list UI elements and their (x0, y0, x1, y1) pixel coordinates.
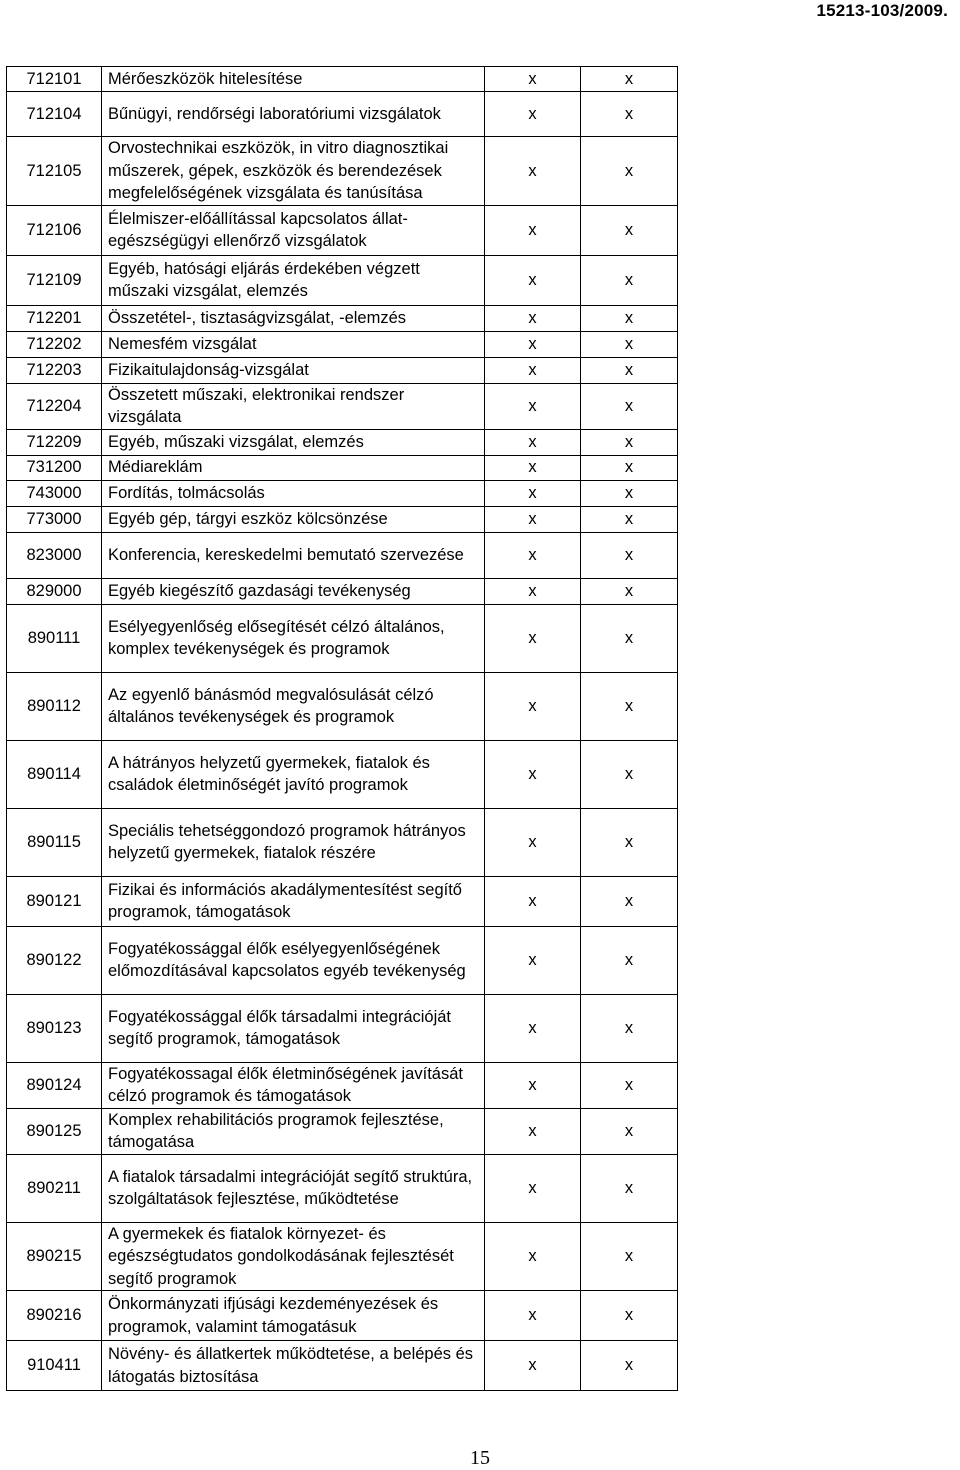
activity-code-cell: 890125 (7, 1108, 102, 1154)
table-row (7, 1341, 678, 1391)
activity-code-cell: 890114 (7, 740, 102, 808)
activity-description-cell: Fordítás, tolmácsolás (102, 480, 485, 506)
activity-code-cell: 890216 (7, 1291, 102, 1341)
activity-description-cell: A hátrányos helyzetű gyermekek, fiatalok és családok életminőségét javító programok (102, 740, 485, 808)
first-mark-cell: x (485, 808, 581, 876)
first-mark-cell: x (485, 383, 581, 429)
second-mark-cell: x (581, 1062, 678, 1108)
activity-description-cell: Egyéb kiegészítő gazdasági tevékenység (102, 578, 485, 604)
second-mark-cell: x (581, 604, 678, 672)
activity-code-cell: 890111 (7, 604, 102, 672)
activity-description-cell: Nemesfém vizsgálat (102, 331, 485, 357)
second-mark-cell: x (581, 331, 678, 357)
table-row (7, 305, 678, 331)
activity-description-cell: Élelmiszer-előállítással kapcsolatos állat-egészségügyi ellenőrző vizsgálatok (102, 205, 485, 255)
second-mark-cell: x (581, 532, 678, 578)
activity-description-cell: Komplex rehabilitációs programok fejlesztése, támogatása (102, 1108, 485, 1154)
activity-code-cell: 712109 (7, 255, 102, 305)
first-mark-cell: x (485, 604, 581, 672)
table-row (7, 876, 678, 926)
activity-description-cell: Speciális tehetséggondozó programok hátrányos helyzetű gyermekek, fiatalok részére (102, 808, 485, 876)
second-mark-cell: x (581, 578, 678, 604)
activity-description-cell: Egyéb, hatósági eljárás érdekében végzett műszaki vizsgálat, elemzés (102, 255, 485, 305)
activity-code-cell: 731200 (7, 455, 102, 480)
activity-description-cell: Összetétel-, tisztaságvizsgálat, -elemzés (102, 305, 485, 331)
second-mark-cell: x (581, 1222, 678, 1291)
activity-code-cell: 823000 (7, 532, 102, 578)
first-mark-cell: x (485, 926, 581, 994)
page-number: 15 (470, 1447, 490, 1469)
first-mark-cell: x (485, 578, 581, 604)
activity-code-cell: 890112 (7, 672, 102, 740)
first-mark-cell: x (485, 331, 581, 357)
first-mark-cell: x (485, 92, 581, 137)
table-row (7, 604, 678, 672)
table-row (7, 926, 678, 994)
first-mark-cell: x (485, 532, 581, 578)
activity-description-cell: Fogyatékossággal élők társadalmi integrációját segítő programok, támogatások (102, 994, 485, 1062)
activity-description-cell: Az egyenlő bánásmód megvalósulását célzó általános tevékenységek és programok (102, 672, 485, 740)
activity-description-cell: Egyéb gép, tárgyi eszköz kölcsönzése (102, 506, 485, 532)
table-row (7, 137, 678, 206)
activity-code-cell: 890123 (7, 994, 102, 1062)
table-row (7, 205, 678, 255)
activity-description-cell: Mérőeszközök hitelesítése (102, 67, 485, 92)
second-mark-cell: x (581, 808, 678, 876)
second-mark-cell: x (581, 672, 678, 740)
second-mark-cell: x (581, 455, 678, 480)
activity-code-cell: 743000 (7, 480, 102, 506)
second-mark-cell: x (581, 137, 678, 206)
activity-code-cell: 829000 (7, 578, 102, 604)
first-mark-cell: x (485, 205, 581, 255)
activity-description-cell: Fizikaitulajdonság-vizsgálat (102, 357, 485, 383)
activity-code-cell: 712203 (7, 357, 102, 383)
first-mark-cell: x (485, 1222, 581, 1291)
second-mark-cell: x (581, 383, 678, 429)
second-mark-cell: x (581, 876, 678, 926)
first-mark-cell: x (485, 137, 581, 206)
activity-description-cell: Növény- és állatkertek működtetése, a belépés és látogatás biztosítása (102, 1341, 485, 1391)
table-row (7, 506, 678, 532)
first-mark-cell: x (485, 876, 581, 926)
first-mark-cell: x (485, 672, 581, 740)
table-row (7, 1222, 678, 1291)
second-mark-cell: x (581, 926, 678, 994)
table-row (7, 532, 678, 578)
second-mark-cell: x (581, 255, 678, 305)
second-mark-cell: x (581, 205, 678, 255)
first-mark-cell: x (485, 1291, 581, 1341)
first-mark-cell: x (485, 67, 581, 92)
activity-code-cell: 910411 (7, 1341, 102, 1391)
document-reference-number: 15213-103/2009. (816, 1, 948, 20)
activity-description-cell: Bűnügyi, rendőrségi laboratóriumi vizsgálatok (102, 92, 485, 137)
activity-description-cell: Konferencia, kereskedelmi bemutató szervezése (102, 532, 485, 578)
table-row (7, 383, 678, 429)
activity-code-cell: 712202 (7, 331, 102, 357)
second-mark-cell: x (581, 506, 678, 532)
first-mark-cell: x (485, 740, 581, 808)
activity-code-table (6, 66, 678, 1391)
table-row (7, 331, 678, 357)
first-mark-cell: x (485, 255, 581, 305)
table-row (7, 429, 678, 455)
second-mark-cell: x (581, 1341, 678, 1391)
first-mark-cell: x (485, 357, 581, 383)
table-row (7, 578, 678, 604)
table-row (7, 455, 678, 480)
first-mark-cell: x (485, 305, 581, 331)
activity-description-cell: Fogyatékossággal élők esélyegyenlőségének előmozdításával kapcsolatos egyéb tevékenység (102, 926, 485, 994)
second-mark-cell: x (581, 92, 678, 137)
activity-code-cell: 712105 (7, 137, 102, 206)
activity-code-cell: 712106 (7, 205, 102, 255)
activity-description-cell: Fizikai és információs akadálymentesítést segítő programok, támogatások (102, 876, 485, 926)
activity-description-cell: Egyéb, műszaki vizsgálat, elemzés (102, 429, 485, 455)
activity-description-cell: Összetett műszaki, elektronikai rendszer vizsgálata (102, 383, 485, 429)
second-mark-cell: x (581, 429, 678, 455)
table-row (7, 480, 678, 506)
second-mark-cell: x (581, 994, 678, 1062)
first-mark-cell: x (485, 1341, 581, 1391)
first-mark-cell: x (485, 1108, 581, 1154)
activity-description-cell: Médiareklám (102, 455, 485, 480)
second-mark-cell: x (581, 740, 678, 808)
activity-code-cell: 890215 (7, 1222, 102, 1291)
activity-description-cell: Orvostechnikai eszközök, in vitro diagnosztikai műszerek, gépek, eszközök és berendezések megfelelőségének vizsgálata és tanúsítása (102, 137, 485, 206)
activity-code-cell: 712209 (7, 429, 102, 455)
activity-description-cell: Fogyatékossagal élők életminőségének javítását célzó programok és támogatások (102, 1062, 485, 1108)
activity-code-cell: 890211 (7, 1154, 102, 1222)
activity-code-cell: 712104 (7, 92, 102, 137)
table-row (7, 808, 678, 876)
table-row (7, 1108, 678, 1154)
activity-code-cell: 712101 (7, 67, 102, 92)
second-mark-cell: x (581, 67, 678, 92)
activity-code-cell: 890124 (7, 1062, 102, 1108)
table-row (7, 994, 678, 1062)
activity-code-table-body (7, 67, 678, 1391)
activity-description-cell: Önkormányzati ifjúsági kezdeményezések és programok, valamint támogatásuk (102, 1291, 485, 1341)
second-mark-cell: x (581, 480, 678, 506)
table-row (7, 740, 678, 808)
table-row (7, 255, 678, 305)
activity-description-cell: Esélyegyenlőség elősegítését célzó általános, komplex tevékenységek és programok (102, 604, 485, 672)
first-mark-cell: x (485, 455, 581, 480)
table-row (7, 92, 678, 137)
activity-code-cell: 712201 (7, 305, 102, 331)
first-mark-cell: x (485, 506, 581, 532)
first-mark-cell: x (485, 480, 581, 506)
activity-description-cell: A gyermekek és fiatalok környezet- és egészségtudatos gondolkodásának fejlesztését segítő programok (102, 1222, 485, 1291)
table-row (7, 1062, 678, 1108)
first-mark-cell: x (485, 1154, 581, 1222)
table-row (7, 672, 678, 740)
activity-code-cell: 773000 (7, 506, 102, 532)
table-row (7, 1291, 678, 1341)
second-mark-cell: x (581, 305, 678, 331)
second-mark-cell: x (581, 1154, 678, 1222)
table-row (7, 1154, 678, 1222)
activity-code-cell: 890115 (7, 808, 102, 876)
table-row (7, 67, 678, 92)
table-row (7, 357, 678, 383)
activity-code-cell: 890122 (7, 926, 102, 994)
activity-code-cell: 890121 (7, 876, 102, 926)
second-mark-cell: x (581, 357, 678, 383)
first-mark-cell: x (485, 1062, 581, 1108)
first-mark-cell: x (485, 994, 581, 1062)
activity-code-cell: 712204 (7, 383, 102, 429)
second-mark-cell: x (581, 1291, 678, 1341)
activity-description-cell: A fiatalok társadalmi integrációját segítő struktúra, szolgáltatások fejlesztése, működtetése (102, 1154, 485, 1222)
second-mark-cell: x (581, 1108, 678, 1154)
first-mark-cell: x (485, 429, 581, 455)
